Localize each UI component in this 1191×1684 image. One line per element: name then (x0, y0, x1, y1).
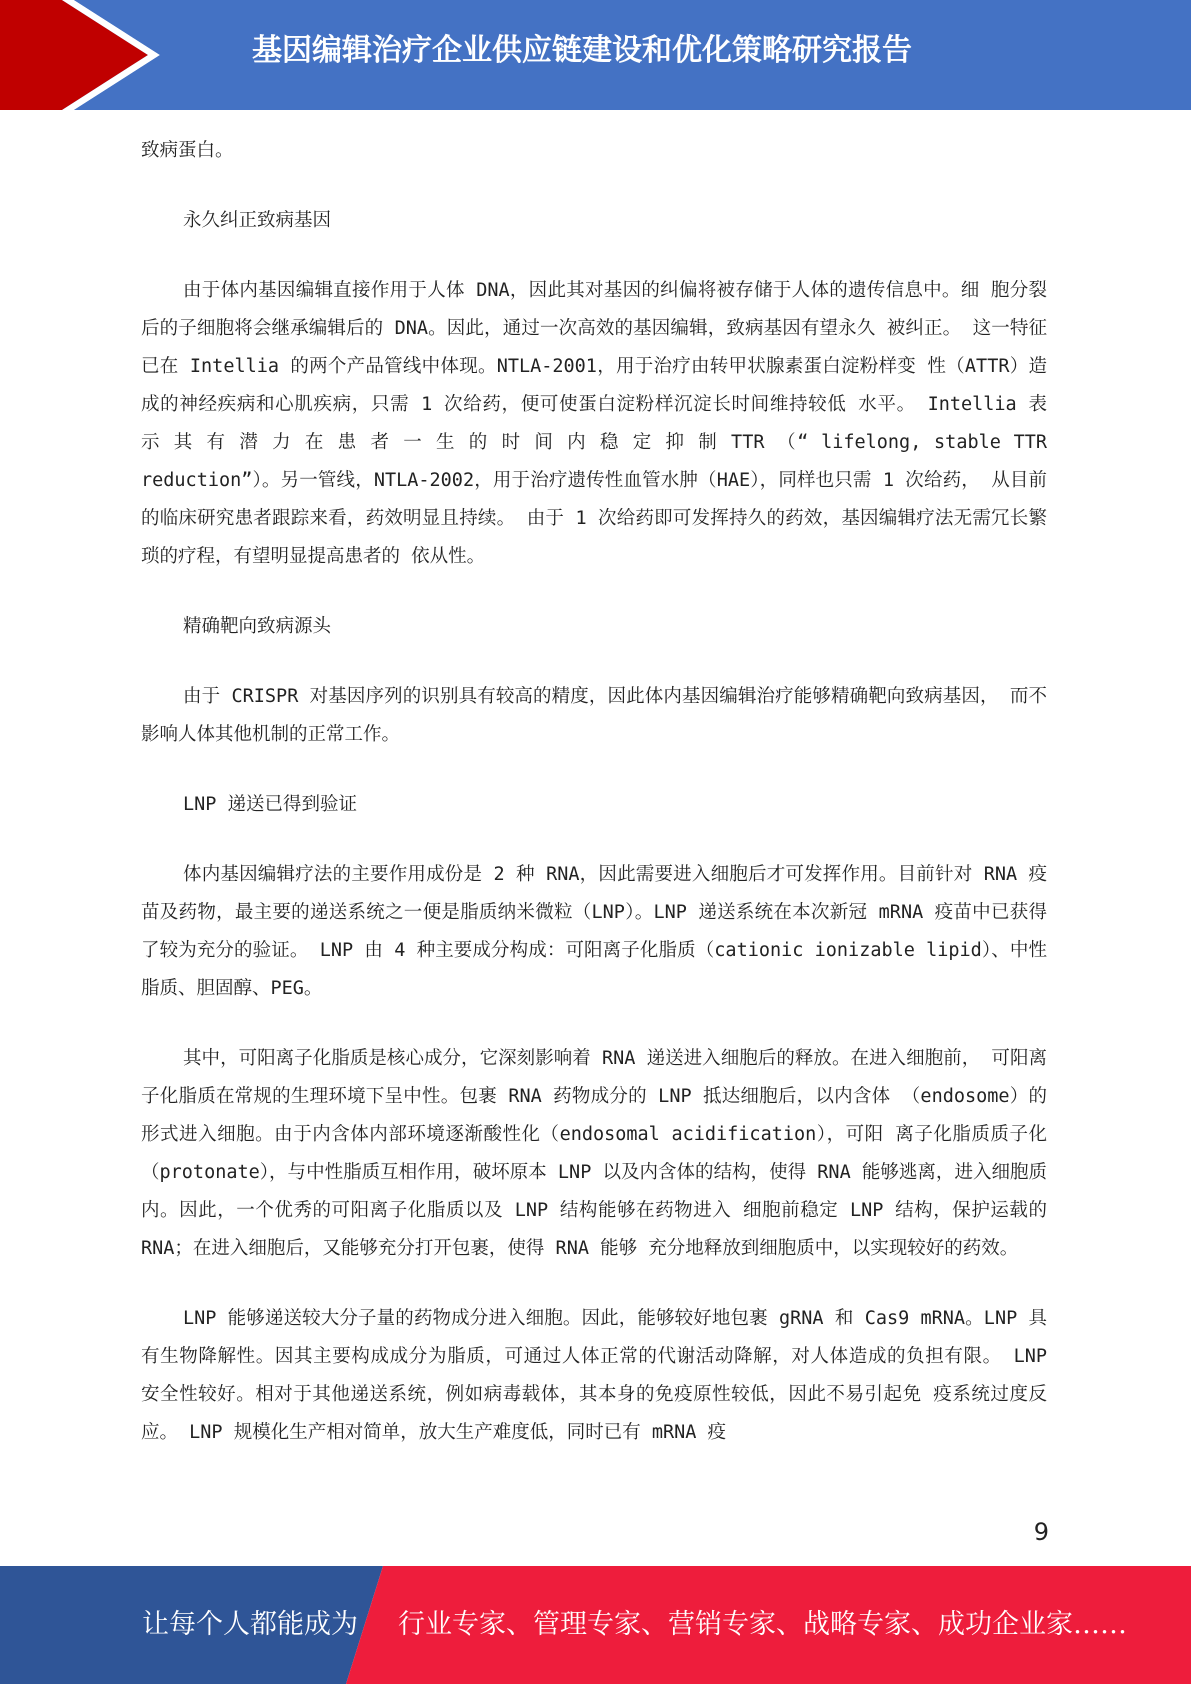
paragraph: 其中，可阳离子化脂质是核心成分，它深刻影响着 RNA 递送进入细胞后的释放。在进入细胞前， 可阳离子化脂质在常规的生理环境下呈中性。包裹 RNA 药物成分的 LNP 抵达细胞后，以内含体 （endosome）的形式进入细胞。由于内含体内部环境逐渐酸性化（endosomal acidification），可阳 离子化脂质质子化（protonate），与中性脂质互相作用，破坏原本 LNP 以及内含体的结构，使得 RNA 能够逃离，进入细胞质内。因此，一个优秀的可阳离子化脂质以及 LNP 结构能够在药物进入 细胞前稳定 LNP 结构，保护运载的 RNA；在进入细胞后，又能够充分打开包裹，使得 RNA 能够 充分地释放到细胞质中，以实现较好的药效。 (141, 1048, 1047, 1259)
page-footer (0, 1566, 1191, 1684)
paragraph: 由于体内基因编辑直接作用于人体 DNA，因此其对基因的纠偏将被存储于人体的遗传信息中。细 胞分裂后的子细胞将会继承编辑后的 DNA。因此，通过一次高效的基因编辑，致病基因有望永久 被纠正。 这一特征已在 Intellia 的两个产品管线中体现。NTLA-2001，用于治疗由转甲状腺素蛋白淀粉样变 性（ATTR）造成的神经疾病和心肌疾病，只需 1 次给药，便可使蛋白淀粉样沉淀长时间维持较低 水平。 Intellia 表 示 其 有 潜 力 在 患 者 一 生 的 时 间 内 稳 定 抑 制 TTR （“ lifelong, stable TTR reduction”）。另一管线，NTLA-2002，用于治疗遗传性血管水肿（HAE），同样也只需 1 次给药， 从目前的临床研究患者跟踪来看，药效明显且持续。 由于 1 次给药即可发挥持久的药效，基因编辑疗法无需冗长繁琐的疗程，有望明显提高患者的 依从性。 (141, 280, 1047, 567)
paragraph: LNP 能够递送较大分子量的药物成分进入细胞。因此，能够较好地包裹 gRNA 和 Cas9 mRNA。LNP 具有生物降解性。因其主要构成成分为脂质，可通过人体正常的代谢活动降解，对人体造成的负担有限。 LNP 安全性较好。相对于其他递送系统，例如病毒载体，其本身的免疫原性较低，因此不易引起免 疫系统过度反应。 LNP 规模化生产相对简单，放大生产难度低，同时已有 mRNA 疫 (141, 1308, 1047, 1443)
page-number: 9 (1033, 1518, 1049, 1546)
paragraph: 体内基因编辑疗法的主要作用成份是 2 种 RNA，因此需要进入细胞后才可发挥作用。目前针对 RNA 疫苗及药物，最主要的递送系统之一便是脂质纳米微粒（LNP）。LNP 递送系统在本次新冠 mRNA 疫苗中已获得了较为充分的验证。 LNP 由 4 种主要成分构成：可阳离子化脂质（cationic ionizable lipid）、中性脂质、胆固醇、PEG。 (141, 864, 1047, 999)
paragraph: 由于 CRISPR 对基因序列的识别具有较高的精度，因此体内基因编辑治疗能够精确靶向致病基因， 而不影响人体其他机制的正常工作。 (141, 686, 1047, 745)
section-heading: LNP 递送已得到验证 (183, 794, 358, 815)
paragraph: 致病蛋白。 (141, 140, 234, 161)
report-title: 基因编辑治疗企业供应链建设和优化策略研究报告 (252, 33, 912, 68)
section-heading: 精确靶向致病源头 (183, 616, 332, 637)
section-heading: 永久纠正致病基因 (183, 210, 332, 231)
footer-slogan-left: 让每个人都能成为 (142, 1609, 358, 1640)
page-header (0, 0, 1191, 110)
document-body (141, 132, 1047, 1452)
footer-slogan-right: 行业专家、管理专家、营销专家、战略专家、成功企业家…… (398, 1609, 1127, 1640)
